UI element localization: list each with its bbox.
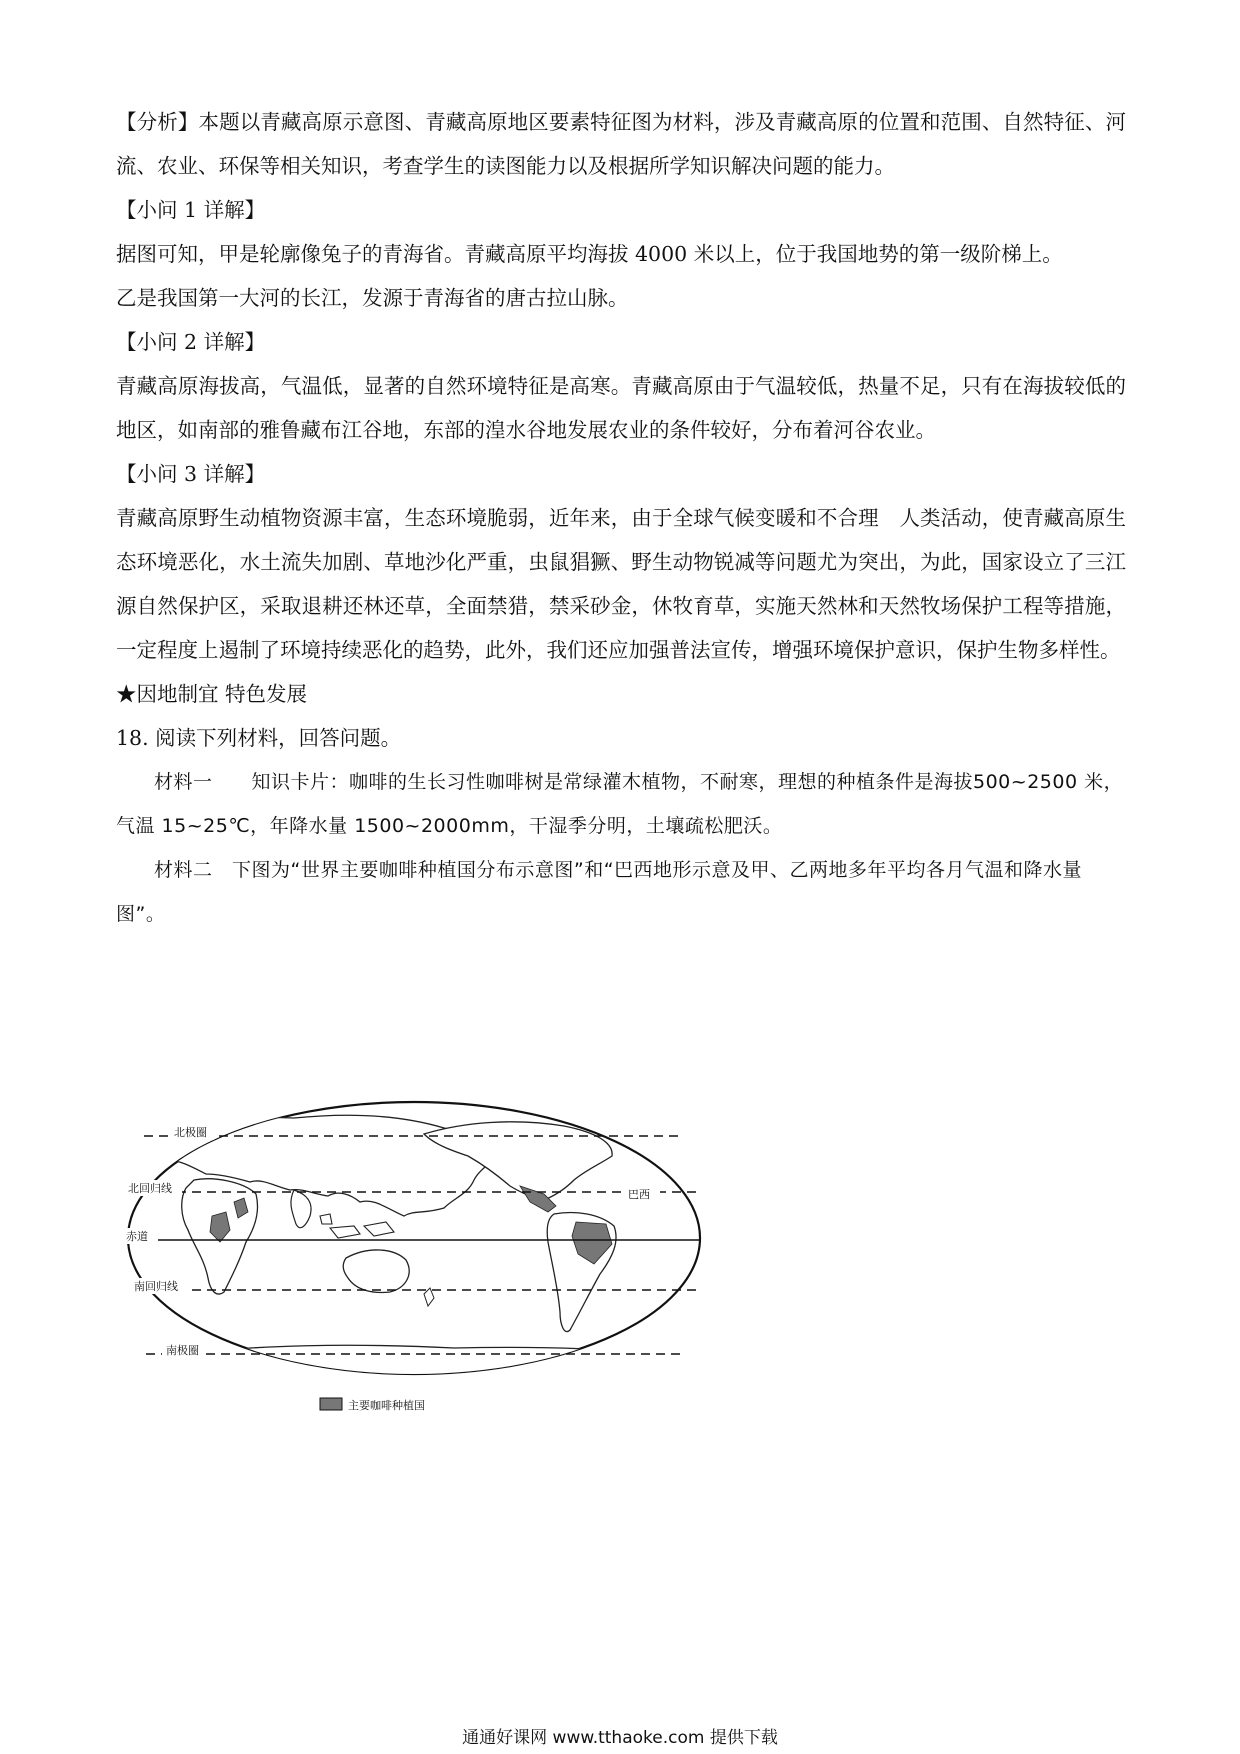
antarctica-landmass — [144, 1345, 694, 1388]
q2-heading: 【小问 2 详解】 — [116, 330, 266, 354]
arctic-label: 北极圈 — [174, 1126, 207, 1139]
analysis-paragraph — [116, 100, 1126, 188]
world-coffee-map — [124, 1098, 704, 1416]
q1-line-2: 乙是我国第一大河的长江，发源于青海省的唐古拉山脉。 — [116, 286, 629, 310]
tropic-capricorn-label: 南回归线 — [134, 1280, 178, 1293]
analysis-text: 本题以青藏高原示意图、青藏高原地区要素特征图为材料，涉及青藏高原的位置和范围、自然特征、河流、农业、环保等相关知识，考查学生的读图能力以及根据所学知识解决问题的能力。 — [116, 110, 1127, 178]
material-two: 材料二 下图为“世界主要咖啡种植国分布示意图”和“巴西地形示意及甲、乙两地多年平均各月气温和降水量图”。 — [116, 859, 1083, 925]
q1-line-1: 据图可知，甲是轮廓像兔子的青海省。青藏高原平均海拔 4000 米以上，位于我国地势的第一级阶梯上。 — [116, 242, 1063, 266]
content-column — [116, 100, 1126, 936]
q3-text: 青藏高原野生动植物资源丰富，生态环境脆弱，近年来，由于全球气候变暖和不合理 人类活动，使青藏高原生态环境恶化，水土流失加剧、草地沙化严重，虫鼠猖獗、野生动物锐减等问题尤为突出，为此，国家设立了三江源自然保护区，采取退耕还林还草，全面禁猎，禁采砂金，休牧育草，实施天然林和天然牧场保护工程等措施，一定程度上遏制了环境持续恶化的趋势，此外，我们还应加强普法宣传，增强环境保护意识，保护生物多样性。 — [116, 506, 1126, 662]
legend-label: 主要咖啡种植国 — [348, 1399, 425, 1412]
greenland-landmass — [594, 1110, 644, 1138]
q2-text: 青藏高原海拔高，气温低，显著的自然环境特征是高寒。青藏高原由于气温较低，热量不足，只有在海拔较低的地区，如南部的雅鲁藏布江谷地，东部的湟水谷地发展农业的条件较好，分布着河谷农业。 — [116, 374, 1126, 442]
legend-swatch — [320, 1398, 342, 1410]
analysis-label: 【分析】 — [116, 110, 199, 134]
equator-label: 赤道 — [126, 1230, 148, 1243]
q3-heading: 【小问 3 详解】 — [116, 462, 266, 486]
page-footer: 通通好课网 www.tthaoke.com 提供下载 — [462, 1728, 778, 1748]
q18-title: 18. 阅读下列材料，回答问题。 — [116, 726, 402, 750]
tropic-cancer-label: 北回归线 — [128, 1182, 172, 1195]
q1-heading: 【小问 1 详解】 — [116, 198, 266, 222]
antarctic-label: 南极圈 — [166, 1344, 199, 1357]
section-heading: ★因地制宜 特色发展 — [116, 682, 308, 706]
world-map-svg — [124, 1098, 704, 1416]
material-one: 材料一 知识卡片：咖啡的生长习性咖啡树是常绿灌木植物，不耐寒，理想的种植条件是海拔500~2500 米，气温 15~25℃，年降水量 1500~2000mm，干湿季分明，土壤疏松肥沃。 — [116, 771, 1124, 837]
brazil-label: 巴西 — [628, 1188, 650, 1201]
